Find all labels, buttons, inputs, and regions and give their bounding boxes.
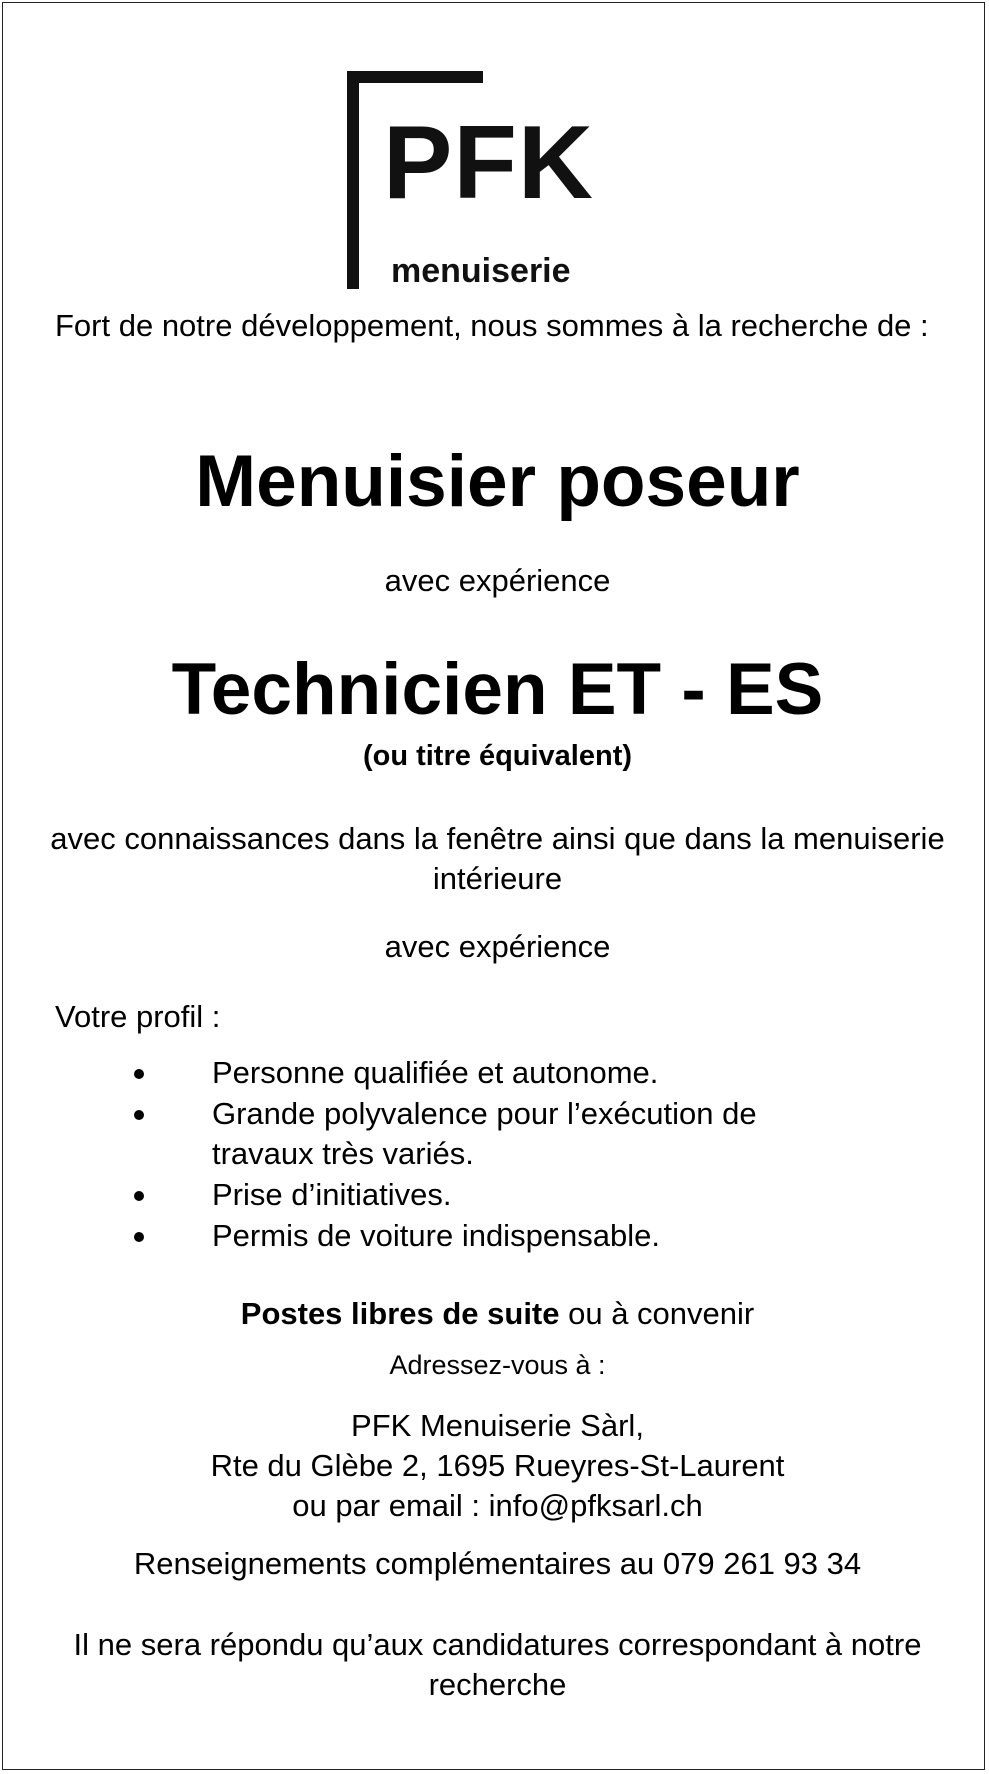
address-intro: Adressez-vous à : [389,1350,606,1380]
company-logo [343,71,663,291]
bullet-icon [134,1232,144,1242]
bullet-icon [134,1069,144,1079]
list-item: Permis de voiture indispensable. [3,1216,989,1256]
footer-note: Il ne sera répondu qu’aux candidatures correspondant à notre recherche [73,1627,922,1702]
position-2-knowledge-text: avec connaissances dans la fenêtre ainsi que dans la menuiserie intérieure [50,821,945,896]
company-email: ou par email : info@pfksarl.ch [292,1488,703,1523]
availability-line [43,1298,952,1329]
position-2-title: Technicien ET - ES [171,649,824,730]
position-2-knowledge [43,819,952,899]
availability-bold: Postes libres de suite [240,1296,560,1331]
position-2-requirement: avec expérience [384,929,611,964]
logo-name: PFK [383,105,594,221]
position-1-title: Menuisier poseur [195,441,800,522]
company-street: Rte du Glèbe 2, 1695 Rueyres-St-Laurent [210,1448,785,1483]
intro-text: Fort de notre développement, nous sommes à la recherche de : [55,308,929,343]
list-item: Prise d’initiatives. [3,1175,989,1215]
position-1-requirement: avec expérience [384,563,611,598]
bullet-icon [134,1110,144,1120]
list-item: Grande polyvalence pour l’exécution de travaux très variés. [3,1094,989,1174]
contact-block [43,1406,952,1526]
position-2-equivalent: (ou titre équivalent) [362,740,633,772]
profile-title: Votre profil : [55,999,221,1034]
profile-list [3,1053,989,1257]
availability-normal: ou à convenir [559,1296,755,1331]
logo-bracket-horizontal [347,71,483,83]
bullet-icon [134,1191,144,1201]
list-item: Personne qualifiée et autonome. [3,1053,989,1093]
job-ad-frame [2,2,985,1770]
logo-bracket-vertical [347,71,359,289]
logo-subtitle: menuiserie [391,252,571,290]
phone-line: Renseignements complémentaires au 079 261 93 34 [133,1546,862,1581]
company-name: PFK Menuiserie Sàrl, [351,1408,644,1443]
